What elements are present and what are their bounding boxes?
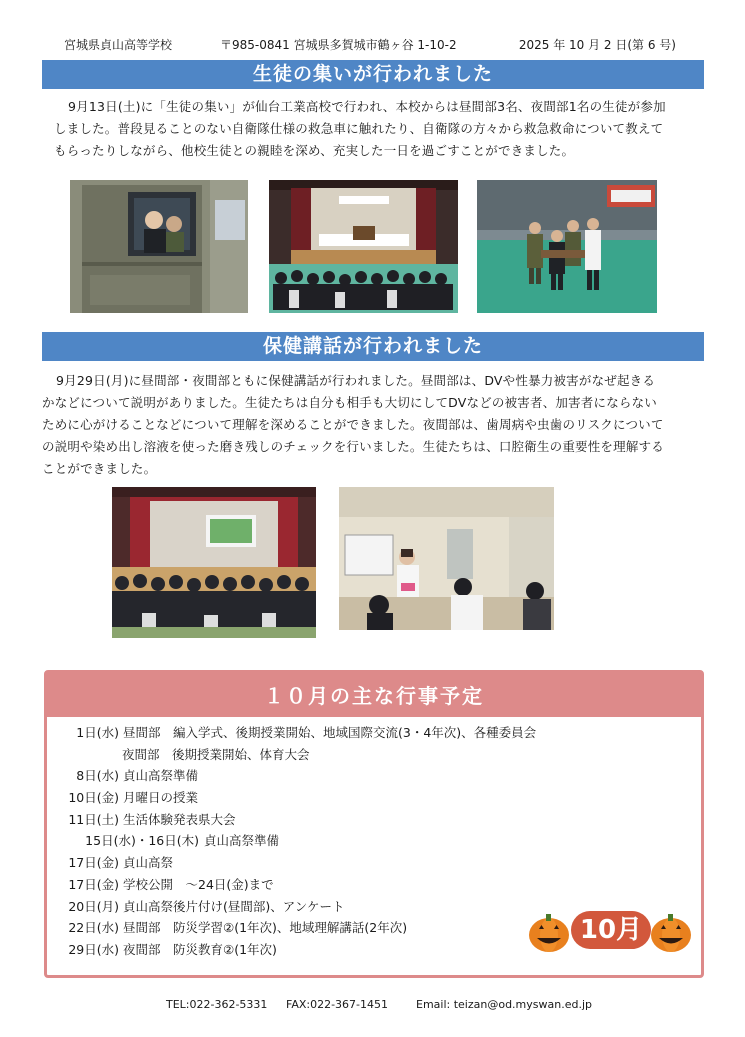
photo-auditorium-stage [269, 180, 458, 313]
event-item [59, 810, 529, 832]
paragraph-line: かなどについて説明がありました。生徒たちは自分も相手も大切にしてDVなどの被害者、加害者にならない [42, 395, 658, 410]
events-title: １０月の主な行事予定 [47, 673, 701, 717]
event-text: 昼間部 防災学習②(1年次)、地域理解講話(2年次) [123, 920, 408, 936]
newsletter-header [64, 36, 704, 54]
event-text: 貞山高祭準備 [123, 768, 199, 784]
event-item [59, 788, 529, 810]
photo-health-lecture [112, 487, 316, 638]
footer-fax: FAX:022-367-1451 [286, 998, 389, 1011]
section1-body [54, 96, 708, 162]
event-item [59, 940, 529, 962]
school-name: 宮城県貞山高等学校 [64, 38, 173, 52]
event-date: 1日(水) [76, 725, 119, 740]
event-item [59, 875, 529, 897]
event-text: 昼間部 編入学式、後期授業開始、地域国際交流(3・4年次)、各種委員会 [123, 725, 537, 740]
photo-dental-talk [339, 487, 554, 630]
event-text: 夜間部 防災教育②(1年次) [123, 941, 277, 957]
paragraph-line: の説明や染め出し溶液を使った磨き残しのチェックを行いました。生徒たちは、口腔衛生の重要性を理解する [42, 439, 664, 454]
event-date: 10日(金) [68, 790, 119, 806]
pumpkin-icon-right [651, 914, 691, 952]
photo-ambulance [70, 180, 248, 313]
event-text: 生活体験発表県大会 [123, 811, 236, 827]
section-title-health-talk: 保健講話が行われました [42, 332, 704, 361]
event-item [59, 831, 529, 853]
badge-label: 10月 [579, 915, 643, 945]
event-item [59, 897, 529, 919]
section-title-student-gathering: 生徒の集いが行われました [42, 60, 704, 89]
event-text: 貞山高祭後片付け(昼間部)、アンケート [123, 898, 345, 914]
pumpkin-icon-left [529, 914, 569, 952]
paragraph-line: ために心がけることなどについて理解を深めることができました。夜間部は、歯周病や虫歯のリスクについて [42, 417, 664, 432]
event-text: 学校公開 ～24日(金)まで [123, 876, 274, 892]
event-item [59, 766, 529, 788]
footer-email[interactable]: Email: teizan@od.myswan.ed.jp [416, 998, 592, 1011]
paragraph-line: 9月13日(土)に「生徒の集い」が仙台工業高校で行われ、本校からは昼間部3名、夜間部1名の生徒が参加 [68, 99, 666, 114]
photo-rescue-demo [477, 180, 657, 313]
issue-date: 2025 年 10 月 2 日(第 6 号) [518, 38, 676, 52]
event-date: 11日(土) [68, 811, 119, 827]
paragraph-line: もらったりしながら、他校生徒との親睦を深め、充実した一日を過ごすことができました。 [54, 143, 575, 158]
paragraph-line: ことができました。 [42, 461, 157, 476]
event-date: 20日(月) [68, 898, 119, 914]
event-item [59, 723, 537, 745]
paragraph-line: 9月29日(月)に昼間部・夜間部ともに保健講話が行われました。昼間部は、DVや性暴力被害がなぜ起きる [56, 373, 656, 388]
event-text: 夜間部 後期授業開始、体育大会 [122, 746, 310, 762]
event-text: 月曜日の授業 [123, 790, 199, 806]
event-item [59, 745, 529, 767]
october-events-box [44, 670, 704, 978]
event-date: 17日(金) [68, 855, 119, 871]
event-item [59, 918, 529, 940]
october-badge [525, 905, 695, 955]
paragraph-line: しました。普段見ることのない自衛隊仕様の救急車に触れたり、自衛隊の方々から救急救命について教えて [54, 121, 664, 136]
footer-tel: TEL:022-362-5331 [166, 998, 268, 1011]
event-text: 貞山高祭 [123, 855, 174, 871]
event-text: 貞山高祭準備 [204, 833, 280, 849]
events-list [59, 723, 537, 962]
event-date: 8日(水) [76, 768, 119, 784]
school-address: 〒985-0841 宮城県多賀城市鶴ヶ谷 1-10-2 [220, 38, 457, 52]
event-date: 17日(金) [68, 876, 119, 892]
event-date: 15日(水)・16日(木) [85, 833, 199, 849]
event-item [59, 853, 529, 875]
section2-body [42, 370, 706, 480]
contact-footer [0, 998, 745, 1014]
event-date: 22日(水) [68, 920, 119, 936]
event-date: 29日(水) [68, 941, 119, 957]
